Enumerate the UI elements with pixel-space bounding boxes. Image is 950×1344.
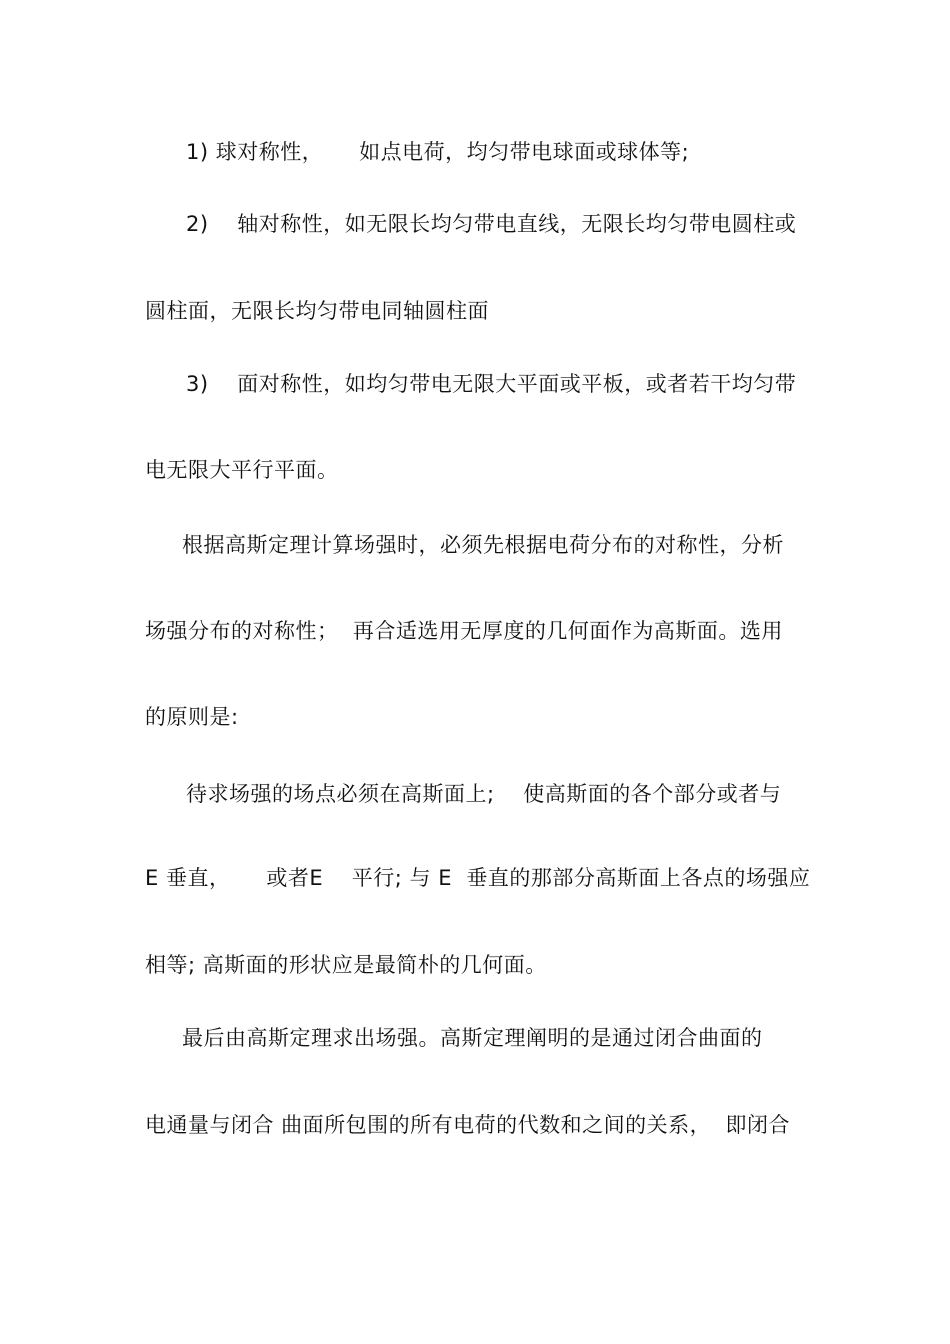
paragraph-gauss-method-line-2: 场强分布的对称性； 再合适选用无厚度的几何面作为高斯面。选用 [145, 619, 783, 643]
list-item-planar-symmetry: 3) 面对称性，如均匀带电无限大平面或平板，或者若干均匀带 [186, 372, 797, 396]
paragraph-conclusion: 最后由高斯定理求出场强。高斯定理阐明的是通过闭合曲面的 [182, 1026, 763, 1050]
list-item-spherical-symmetry: 1) 球对称性， 如点电荷，均匀带电球面或球体等; [186, 140, 690, 164]
paragraph-principles-line-2: E 垂直， 或者E 平行; 与 E 垂直的那部分高斯面上各点的场强应 [145, 866, 811, 890]
paragraph-principles: 待求场强的场点必须在高斯面上; 使高斯面的各个部分或者与 [186, 782, 782, 806]
paragraph-gauss-method: 根据高斯定理计算场强时，必须先根据电荷分布的对称性，分析 [182, 533, 784, 557]
paragraph-gauss-method-line-3: 的原则是: [145, 705, 239, 729]
paragraph-conclusion-line-2: 电通量与闭合 曲面所包围的所有电荷的代数和之间的关系， 即闭合 [145, 1113, 791, 1137]
paragraph-principles-line-3: 相等; 高斯面的形状应是最简朴的几何面。 [145, 953, 547, 977]
list-item-planar-symmetry-continued: 电无限大平行平面。 [145, 458, 339, 482]
list-item-axial-symmetry: 2) 轴对称性，如无限长均匀带电直线，无限长均匀带电圆柱或 [186, 212, 797, 236]
list-item-axial-symmetry-continued: 圆柱面，无限长均匀带电同轴圆柱面 [145, 299, 489, 323]
